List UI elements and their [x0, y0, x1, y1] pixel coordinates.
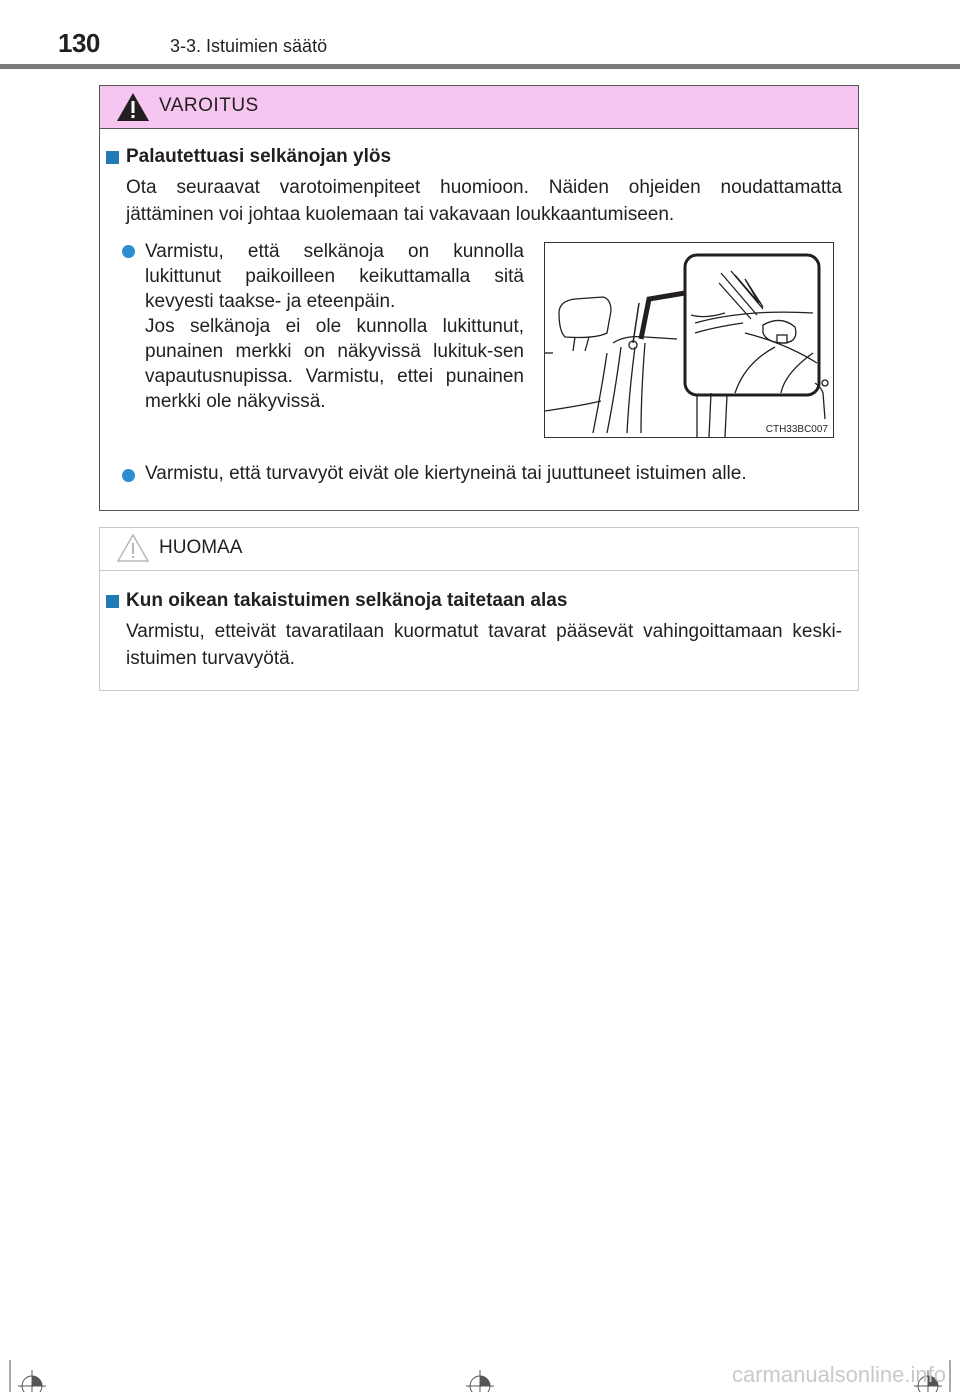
caution-triangle-icon	[116, 533, 150, 563]
seat-illustration	[545, 243, 833, 437]
bullet-1-text-2: Jos selkänoja ei ole kunnolla lukittunut, punainen merkki on näkyvissä lukituk-sen vapautusnupissa. Varmistu, ettei punainen merkki ole näkyvissä.	[145, 316, 524, 412]
warning-triangle-icon	[116, 92, 150, 122]
seat-lock-figure	[544, 242, 834, 438]
warning-heading	[100, 146, 391, 168]
square-bullet-icon	[106, 151, 119, 164]
warning-body: Ota seuraavat varotoimenpiteet huomioon. Näiden ohjeiden noudattamatta jättäminen voi johtaa kuolemaan tai vakavaan loukkaantumiseen.	[126, 177, 842, 225]
page-number: 130	[58, 28, 100, 58]
bullet-1-text: Varmistu, että selkänoja on kunnolla lukittunut paikoilleen keikuttamalla sitä kevyesti taakse- ja eteenpäin.	[145, 241, 524, 312]
section-title: 3-3. Istuimien säätö	[170, 36, 328, 56]
notice-heading-text: Kun oikean takaistuimen selkänoja taitetaan alas	[126, 590, 568, 611]
bullet-2-text: Varmistu, että turvavyöt eivät ole kiertyneinä tai juuttuneet istuimen alle.	[145, 463, 747, 484]
notice-header	[100, 528, 858, 571]
figure-code: CTH33BC007	[765, 424, 828, 435]
header-rule	[0, 64, 960, 69]
notice-body: Varmistu, etteivät tavaratilaan kuormatut tavarat pääsevät vahingoittamaan keski-istuimen turvavyötä.	[126, 621, 842, 669]
notice-heading	[100, 590, 567, 612]
warning-title: VAROITUS	[159, 95, 259, 116]
warning-bullet-1	[100, 239, 524, 414]
warning-bullet-2	[100, 463, 747, 485]
warning-header	[100, 86, 858, 129]
round-bullet-icon	[122, 245, 135, 258]
watermark: carmanualsonline.info	[731, 1362, 946, 1387]
notice-title: HUOMAA	[159, 537, 243, 558]
round-bullet-icon	[122, 469, 135, 482]
notice-box	[99, 527, 859, 691]
warning-heading-text: Palautettuasi selkänojan ylös	[126, 146, 392, 167]
square-bullet-icon	[106, 595, 119, 608]
warning-box	[99, 85, 859, 511]
